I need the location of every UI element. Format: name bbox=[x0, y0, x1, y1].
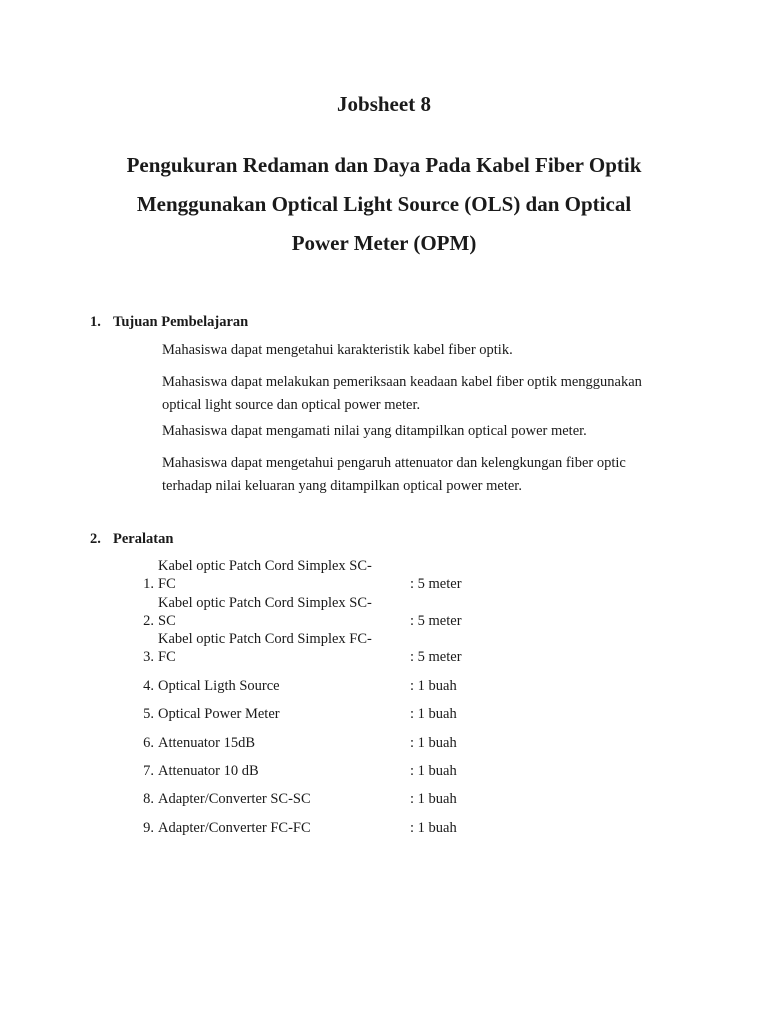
equipment-name-line1: Kabel optic Patch Cord Simplex SC- bbox=[158, 558, 372, 574]
list-item bbox=[138, 371, 678, 417]
equipment-index: 7. bbox=[143, 763, 154, 779]
list-item-text: Mahasiswa dapat mengetahui pengaruh attenuator dan kelengkungan fiber optic terhadap nilai keluaran yang ditampilkan optical power meter. bbox=[162, 455, 626, 494]
equipment-name: Optical Ligth Source bbox=[158, 678, 280, 694]
equipment-item bbox=[130, 819, 530, 837]
equipment-name: Attenuator 10 dB bbox=[158, 763, 259, 779]
equipment-item bbox=[130, 557, 530, 593]
equipment-item bbox=[130, 594, 530, 630]
section-number: 1. bbox=[90, 314, 101, 330]
equipment-name-line2: FC bbox=[158, 649, 176, 665]
list-item bbox=[138, 420, 678, 443]
equipment-index: 6. bbox=[143, 735, 154, 751]
equipment-quantity: : 1 buah bbox=[410, 735, 457, 751]
equipment-name-line2: FC bbox=[158, 576, 176, 592]
equipment-quantity: : 1 buah bbox=[410, 706, 457, 722]
equipment-quantity: : 1 buah bbox=[410, 791, 457, 807]
equipment-name: Optical Power Meter bbox=[158, 706, 280, 722]
equipment-name-line1: Kabel optic Patch Cord Simplex FC- bbox=[158, 631, 372, 647]
subtitle-line: Menggunakan Optical Light Source (OLS) dan Optical bbox=[136, 192, 632, 216]
equipment-index: 1. bbox=[143, 576, 154, 592]
equipment-name: Adapter/Converter FC-FC bbox=[158, 820, 311, 836]
equipment-name-line2: SC bbox=[158, 613, 176, 629]
equipment-quantity: : 5 meter bbox=[410, 613, 462, 629]
equipment-item bbox=[130, 705, 530, 723]
equipment-name-line1: Kabel optic Patch Cord Simplex SC- bbox=[158, 595, 372, 611]
equipment-quantity: : 1 buah bbox=[410, 820, 457, 836]
list-item bbox=[138, 452, 678, 498]
list-item-text: Mahasiswa dapat mengetahui karakteristik kabel fiber optik. bbox=[162, 342, 513, 358]
subtitle-line: Power Meter (OPM) bbox=[291, 231, 477, 255]
equipment-index: 3. bbox=[143, 649, 154, 665]
list-item-text: Mahasiswa dapat melakukan pemeriksaan keadaan kabel fiber optik menggunakan optical light source dan optical power meter. bbox=[162, 374, 642, 413]
section-title: Peralatan bbox=[113, 531, 174, 547]
section-heading-tujuan bbox=[90, 314, 248, 331]
list-item-text: Mahasiswa dapat mengamati nilai yang ditampilkan optical power meter. bbox=[162, 423, 587, 439]
equipment-quantity: : 5 meter bbox=[410, 649, 462, 665]
equipment-quantity: : 5 meter bbox=[410, 576, 462, 592]
equipment-item bbox=[130, 734, 530, 752]
list-item bbox=[138, 339, 678, 362]
equipment-item bbox=[130, 677, 530, 695]
equipment-index: 4. bbox=[143, 678, 154, 694]
section-heading-peralatan bbox=[90, 531, 173, 548]
equipment-name: Attenuator 15dB bbox=[158, 735, 256, 751]
equipment-quantity: : 1 buah bbox=[410, 678, 457, 694]
page-title: Jobsheet 8 bbox=[337, 92, 431, 116]
document-subtitle bbox=[84, 146, 684, 263]
equipment-name: Adapter/Converter SC-SC bbox=[158, 791, 311, 807]
equipment-item bbox=[130, 630, 530, 666]
section-number: 2. bbox=[90, 531, 101, 547]
equipment-quantity: : 1 buah bbox=[410, 763, 457, 779]
equipment-index: 8. bbox=[143, 791, 154, 807]
subtitle-line: Pengukuran Redaman dan Daya Pada Kabel Fiber Optik bbox=[126, 153, 642, 177]
equipment-item bbox=[130, 762, 530, 780]
equipment-index: 2. bbox=[143, 613, 154, 629]
equipment-index: 5. bbox=[143, 706, 154, 722]
section-title: Tujuan Pembelajaran bbox=[113, 314, 249, 330]
equipment-index: 9. bbox=[143, 820, 154, 836]
equipment-item bbox=[130, 790, 530, 808]
